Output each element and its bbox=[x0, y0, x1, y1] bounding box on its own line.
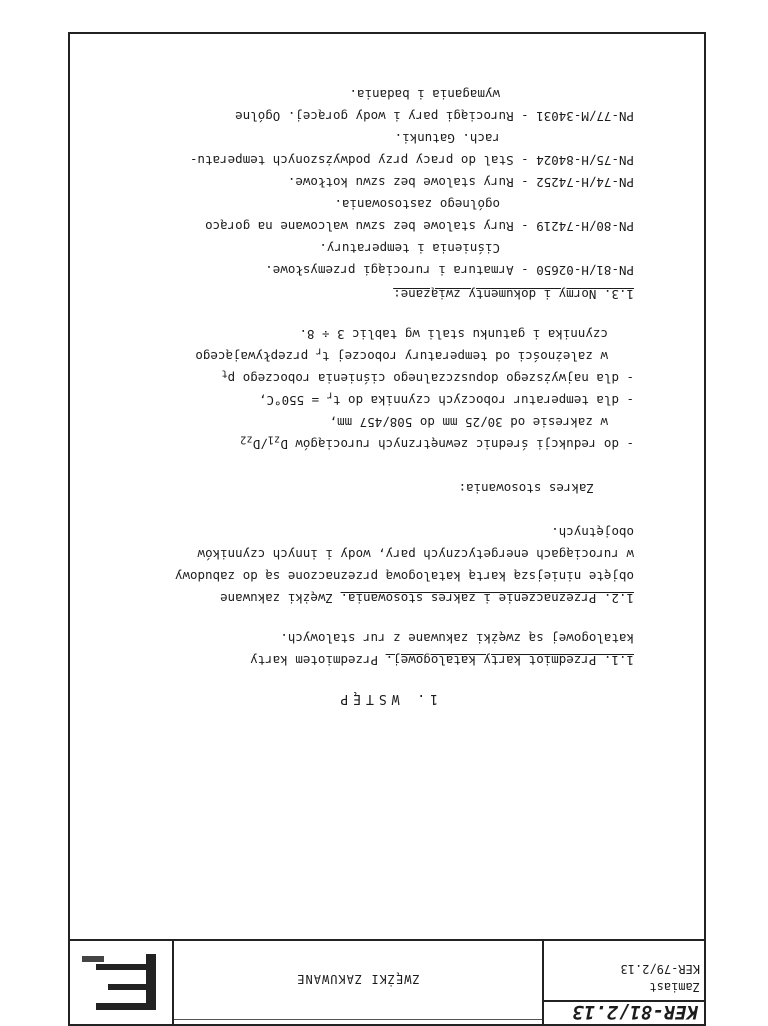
bullet2 bbox=[259, 390, 634, 409]
ref1: PN-81/H-02650 - Armatura i rurociągi przemysłowe. bbox=[265, 263, 634, 278]
s11-text1: Przedmiotem karty bbox=[250, 653, 386, 668]
s13-title: 1.3. Normy i dokumenty związane: bbox=[393, 287, 634, 302]
ref5b: wymagania i badania. bbox=[349, 87, 500, 102]
title-block bbox=[68, 939, 706, 1024]
s11-line1 bbox=[250, 653, 634, 668]
s12-line1 bbox=[220, 591, 634, 606]
bullet2-sub: r bbox=[326, 389, 333, 402]
document-code: KER-81/2.13 bbox=[544, 1000, 706, 1024]
company-logo-icon bbox=[80, 950, 160, 1014]
bullet3-sub: t bbox=[221, 367, 228, 380]
ref1b: Ciśnienia i temperatury. bbox=[319, 241, 500, 256]
bullet1-sub1: z1 bbox=[267, 433, 281, 446]
title-block-code-column bbox=[542, 941, 706, 1024]
s12-text1: Zwężki zakuwane bbox=[220, 591, 341, 606]
ref2: PN-80/H-74219 - Rury stalowe bez szwu walcowane na gorąco bbox=[205, 219, 634, 234]
title-block-logo-column bbox=[70, 941, 172, 1024]
bullet3-text2: w zależności od temperatury roboczej t bbox=[322, 349, 608, 364]
bullet3-line2 bbox=[195, 346, 608, 365]
s11-title: 1.1. Przedmiot karty katalogowej. bbox=[385, 653, 634, 668]
bullet1-line2: w zakresie od 30/25 mm do 508/457 mm, bbox=[329, 415, 608, 430]
bullet1-text: - do redukcji średnic zewnętrznych rurociągów D bbox=[280, 437, 634, 452]
document-title: ZWĘŻKI ZAKUWANE bbox=[296, 972, 420, 986]
ref4: PN-75/H-84024 - Stal do pracy przy podwyższonych temperatu- bbox=[189, 153, 634, 168]
s12-line4: obojętnych. bbox=[551, 525, 634, 540]
ref3: PN-74/H-74252 - Rury stalowe bez szwu kotłowe. bbox=[287, 175, 634, 190]
bullet3-line3: czynnika i gatunku stali wg tablic 3 ÷ 8. bbox=[299, 327, 608, 342]
s12-line3: w rurociągach energetycznych pary, wody i innych czynników bbox=[197, 547, 634, 562]
bullet2-text: - dla temperatur roboczych czynnika do t bbox=[332, 393, 634, 408]
bullet2-end: = 550°C, bbox=[258, 393, 327, 408]
s12-title: 1.2. Przeznaczenie i zakres stosowania. bbox=[340, 591, 634, 606]
s11-line2: katalogowej są zwężki zakuwane z rur stalowych. bbox=[280, 631, 634, 646]
bullet3-line1 bbox=[221, 368, 634, 387]
bullet3-end: przepływającego bbox=[195, 349, 316, 364]
bullet3-text: - dla najwyższego dopuszczalnego ciśnienia roboczego p bbox=[227, 371, 634, 386]
bullet1-line1 bbox=[240, 434, 634, 453]
ref4b: rach. Gatunki. bbox=[394, 131, 500, 146]
replaces-value: KER-79/2.13 bbox=[620, 962, 700, 976]
ref2b: ogólnego zastosowania. bbox=[334, 197, 500, 212]
divider bbox=[174, 1019, 542, 1020]
bullet1-slash: /D bbox=[252, 437, 268, 452]
ref5: PN-77/M-34031 - Rurociągi pary i wody gorącej. Ogólne bbox=[235, 109, 634, 124]
section-heading: 1. WSTĘP bbox=[335, 691, 438, 706]
bullet3-sub2: r bbox=[315, 345, 323, 358]
scope-label: Zakres stosowania: bbox=[458, 481, 594, 496]
bullet1-sub2: z2 bbox=[240, 433, 253, 446]
title-block-title-column bbox=[172, 941, 542, 1024]
replaces-label: Zamiast bbox=[649, 980, 700, 994]
s12-line2: objęte niniejszą kartą katalogową przeznaczone są do zabudowy bbox=[174, 569, 634, 584]
